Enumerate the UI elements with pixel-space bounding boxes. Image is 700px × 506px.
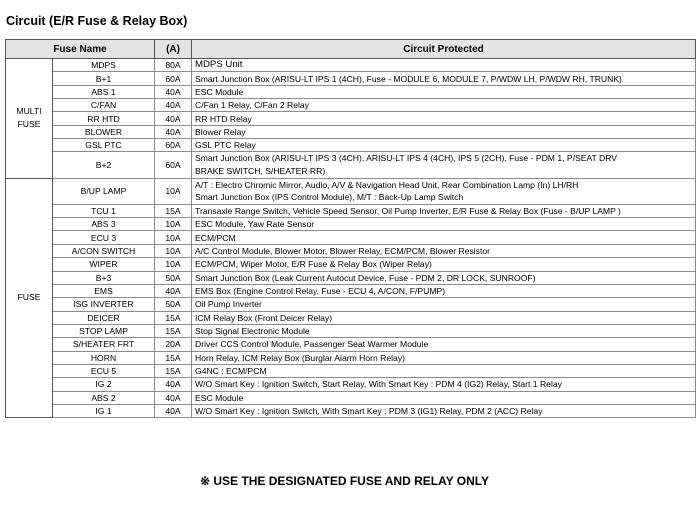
table-row — [6, 338, 696, 351]
fuse-group-label: FUSE — [6, 178, 53, 418]
fuse-section — [6, 178, 696, 418]
circuit-text: Stop Signal Electronic Module — [195, 326, 310, 337]
table-row — [6, 139, 696, 152]
fuse-name-cell: ABS 2 — [53, 391, 155, 404]
circuit-cell — [192, 364, 696, 377]
header-amperage: (A) — [155, 40, 192, 59]
amperage-cell: 15A — [155, 351, 192, 364]
fuse-name-cell: S/HEATER FRT — [53, 338, 155, 351]
circuit-cell — [192, 404, 696, 417]
circuit-cell — [192, 311, 696, 324]
table-row — [6, 178, 696, 204]
table-row — [6, 204, 696, 217]
header-fuse-name: Fuse Name — [6, 40, 155, 59]
table-row — [6, 152, 696, 178]
amperage-cell: 15A — [155, 311, 192, 324]
table-row — [6, 378, 696, 391]
fuse-section — [6, 59, 696, 179]
circuit-text: C/Fan 1 Relay, C/Fan 2 Relay — [195, 100, 310, 111]
circuit-text: ECM/PCM, Wiper Motor, E/R Fuse & Relay Box (Wiper Relay) — [195, 259, 432, 270]
amperage-cell: 60A — [155, 72, 192, 85]
fuse-name-cell: ABS 3 — [53, 218, 155, 231]
amperage-cell: 40A — [155, 378, 192, 391]
circuit-text: Smart Junction Box (ARISU-LT IPS 1 (4CH), Fuse - MODULE 6, MODULE 7, P/WDW LH, P/WDW RH, TRUNK) — [195, 73, 622, 84]
circuit-cell — [192, 271, 696, 284]
amperage-cell: 10A — [155, 244, 192, 257]
circuit-cell — [192, 59, 696, 72]
circuit-text: MDPS Unit — [195, 59, 243, 71]
circuit-text: A/C Control Module, Blower Motor, Blower Relay, ECM/PCM, Blower Resistor — [195, 245, 490, 256]
circuit-cell — [192, 284, 696, 297]
circuit-text: Oil Pump Inverter — [195, 299, 262, 310]
table-row — [6, 324, 696, 337]
table-row — [6, 112, 696, 125]
table-row — [6, 364, 696, 377]
amperage-cell: 40A — [155, 391, 192, 404]
fuse-name-cell: A/CON SWITCH — [53, 244, 155, 257]
circuit-text: Transaxle Range Switch, Vehicle Speed Sensor, Oil Pump Inverter, E/R Fuse & Relay Box (Fuse - B/UP LAMP ) — [195, 205, 621, 216]
amperage-cell: 40A — [155, 99, 192, 112]
circuit-cell — [192, 85, 696, 98]
amperage-cell: 40A — [155, 112, 192, 125]
circuit-cell — [192, 244, 696, 257]
table-row — [6, 125, 696, 138]
circuit-cell — [192, 204, 696, 217]
header-circuit-protected: Circuit Protected — [192, 40, 696, 59]
amperage-cell: 10A — [155, 178, 192, 204]
circuit-cell — [192, 351, 696, 364]
table-row — [6, 258, 696, 271]
circuit-text: Blower Relay — [195, 126, 246, 137]
amperage-cell: 20A — [155, 338, 192, 351]
amperage-cell: 60A — [155, 139, 192, 152]
fuse-name-cell: B+2 — [53, 152, 155, 178]
amperage-cell: 10A — [155, 231, 192, 244]
amperage-cell: 40A — [155, 284, 192, 297]
fuse-name-cell: ABS 1 — [53, 85, 155, 98]
table-row — [6, 85, 696, 98]
circuit-text: ESC Module — [195, 86, 244, 97]
circuit-text: Smart Junction Box (ARISU-LT IPS 3 (4CH), ARISU-LT IPS 4 (4CH), IPS 5 (2CH), Fuse - PDM 1, P/SEAT DRV — [195, 153, 618, 164]
circuit-cell — [192, 231, 696, 244]
circuit-text: Driver CCS Control Module, Passenger Seat Warmer Module — [195, 339, 429, 350]
fuse-name-cell: B+3 — [53, 271, 155, 284]
circuit-text: W/O Smart Key : Ignition Switch, With Smart Key : PDM 3 (IG1) Relay, PDM 2 (ACC) Relay — [195, 406, 543, 417]
fuse-name-cell: ECU 3 — [53, 231, 155, 244]
amperage-cell: 10A — [155, 258, 192, 271]
amperage-cell: 40A — [155, 125, 192, 138]
circuit-text: ESC Module, Yaw Rate Sensor — [195, 219, 315, 230]
circuit-text: A/T : Electro Chromic Mirror, Audio, A/V & Navigation Head Unit, Rear Combination Lamp (In) LH/RH — [195, 179, 579, 190]
amperage-cell: 60A — [155, 152, 192, 178]
footer-note: ※ USE THE DESIGNATED FUSE AND RELAY ONLY — [200, 474, 489, 488]
circuit-text: ESC Module — [195, 392, 244, 403]
amperage-cell: 15A — [155, 324, 192, 337]
fuse-table — [5, 39, 696, 418]
fuse-name-cell: GSL PTC — [53, 139, 155, 152]
circuit-text: GSL PTC Relay — [195, 140, 256, 151]
amperage-cell: 15A — [155, 364, 192, 377]
circuit-cell — [192, 178, 696, 204]
amperage-cell: 40A — [155, 404, 192, 417]
circuit-cell — [192, 112, 696, 125]
table-row — [6, 231, 696, 244]
circuit-cell — [192, 391, 696, 404]
circuit-text: Horn Relay, ICM Relay Box (Burglar Alarm Horn Relay) — [195, 352, 405, 363]
fuse-name-cell: MDPS — [53, 59, 155, 72]
table-row — [6, 59, 696, 72]
circuit-text: ECM/PCM — [195, 232, 236, 243]
circuit-cell — [192, 99, 696, 112]
amperage-cell: 50A — [155, 298, 192, 311]
table-row — [6, 284, 696, 297]
amperage-cell: 40A — [155, 85, 192, 98]
table-row — [6, 391, 696, 404]
circuit-cell — [192, 125, 696, 138]
table-row — [6, 404, 696, 417]
fuse-name-cell: IG 2 — [53, 378, 155, 391]
fuse-name-cell: B/UP LAMP — [53, 178, 155, 204]
fuse-name-cell: DEICER — [53, 311, 155, 324]
circuit-cell — [192, 298, 696, 311]
page-title: Circuit (E/R Fuse & Relay Box) — [6, 14, 188, 28]
fuse-name-cell: STOP LAMP — [53, 324, 155, 337]
circuit-cell — [192, 258, 696, 271]
circuit-text-line-2: BRAKE SWITCH, S/HEATER RR) — [195, 166, 326, 176]
circuit-text: Smart Junction Box (Leak Current Autocut Device, Fuse - PDM 2, DR LOCK, SUNROOF) — [195, 272, 536, 283]
table-row — [6, 218, 696, 231]
circuit-cell — [192, 338, 696, 351]
circuit-text: EMS Box (Engine Control Relay, Fuse - ECU 4, A/CON, F/PUMP) — [195, 286, 446, 297]
fuse-name-cell: WIPER — [53, 258, 155, 271]
table-row — [6, 72, 696, 85]
fuse-name-cell: EMS — [53, 284, 155, 297]
circuit-cell — [192, 152, 696, 178]
circuit-cell — [192, 378, 696, 391]
fuse-name-cell: C/FAN — [53, 99, 155, 112]
table-row — [6, 271, 696, 284]
circuit-cell — [192, 218, 696, 231]
table-row — [6, 311, 696, 324]
fuse-name-cell: TCU 1 — [53, 204, 155, 217]
amperage-cell: 50A — [155, 271, 192, 284]
fuse-name-cell: B+1 — [53, 72, 155, 85]
table-header-row — [6, 40, 696, 59]
amperage-cell: 15A — [155, 204, 192, 217]
circuit-text: ICM Relay Box (Front Deicer Relay) — [195, 312, 333, 323]
fuse-name-cell: IG 1 — [53, 404, 155, 417]
circuit-text-line-2: Smart Junction Box (IPS Control Module), M/T : Back-Up Lamp Switch — [195, 192, 464, 203]
table-row — [6, 351, 696, 364]
circuit-cell — [192, 139, 696, 152]
circuit-text: G4NC : ECM/PCM — [195, 366, 267, 377]
circuit-text: W/O Smart Key : Ignition Switch, Start Relay, With Smart Key : PDM 4 (IG2) Relay, Start 1 Relay — [195, 379, 562, 390]
fuse-name-cell: ECU 5 — [53, 364, 155, 377]
circuit-text: RR HTD Relay — [195, 113, 252, 124]
fuse-group-label: MULTI FUSE — [6, 59, 53, 179]
fuse-name-cell: BLOWER — [53, 125, 155, 138]
fuse-name-cell: ISG INVERTER — [53, 298, 155, 311]
circuit-cell — [192, 324, 696, 337]
fuse-name-cell: RR HTD — [53, 112, 155, 125]
amperage-cell: 10A — [155, 218, 192, 231]
amperage-cell: 80A — [155, 59, 192, 72]
fuse-name-cell: HORN — [53, 351, 155, 364]
table-row — [6, 298, 696, 311]
circuit-cell — [192, 72, 696, 85]
table-row — [6, 244, 696, 257]
table-row — [6, 99, 696, 112]
